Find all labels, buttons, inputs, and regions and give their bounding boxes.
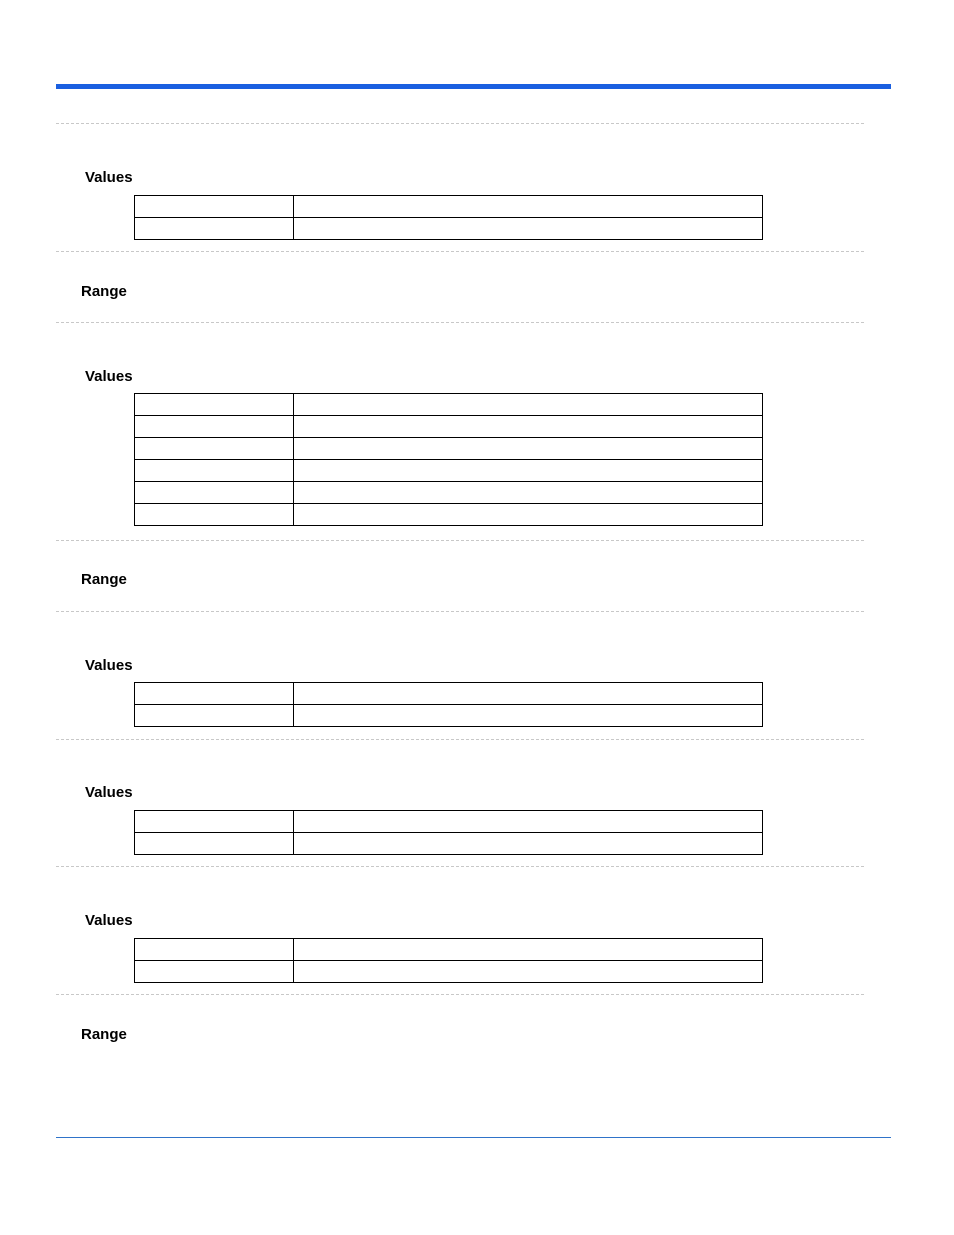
table-cell [135,460,294,482]
section-divider [56,866,864,867]
section-divider [56,739,864,740]
section-divider [56,994,864,995]
table-cell [294,504,763,526]
table-cell [135,504,294,526]
table-row [135,705,763,727]
values-label: Values [85,368,133,385]
table-row [135,416,763,438]
table-row [135,683,763,705]
header-rule [56,84,891,89]
range-label: Range [81,1026,127,1043]
section-divider [56,251,864,252]
range-label: Range [81,283,127,300]
table-cell [294,218,763,240]
table-row [135,460,763,482]
values-table [134,195,763,240]
values-label: Values [85,784,133,801]
table-cell [294,482,763,504]
table-cell [294,438,763,460]
values-table [134,810,763,855]
table-cell [135,196,294,218]
table-cell [294,705,763,727]
table-cell [135,482,294,504]
table-cell [294,196,763,218]
values-label: Values [85,169,133,186]
table-cell [294,811,763,833]
values-table [134,393,763,526]
table-row [135,196,763,218]
table-cell [135,939,294,961]
table-cell [135,705,294,727]
values-label: Values [85,912,133,929]
table-cell [294,939,763,961]
table-row [135,811,763,833]
footer-rule [56,1137,891,1138]
section-divider [56,322,864,323]
table-row [135,504,763,526]
table-row [135,482,763,504]
section-divider [56,540,864,541]
table-cell [135,394,294,416]
table-row [135,438,763,460]
section-divider [56,123,864,124]
table-cell [294,833,763,855]
range-label: Range [81,571,127,588]
section-divider [56,611,864,612]
table-cell [294,961,763,983]
values-label: Values [85,657,133,674]
values-table [134,938,763,983]
table-cell [135,811,294,833]
table-cell [135,833,294,855]
table-cell [294,683,763,705]
table-cell [135,438,294,460]
table-row [135,833,763,855]
table-cell [135,683,294,705]
table-cell [294,416,763,438]
table-row [135,939,763,961]
table-cell [135,961,294,983]
table-cell [294,460,763,482]
table-row [135,218,763,240]
table-cell [135,218,294,240]
table-cell [294,394,763,416]
table-row [135,394,763,416]
values-table [134,682,763,727]
table-cell [135,416,294,438]
table-row [135,961,763,983]
